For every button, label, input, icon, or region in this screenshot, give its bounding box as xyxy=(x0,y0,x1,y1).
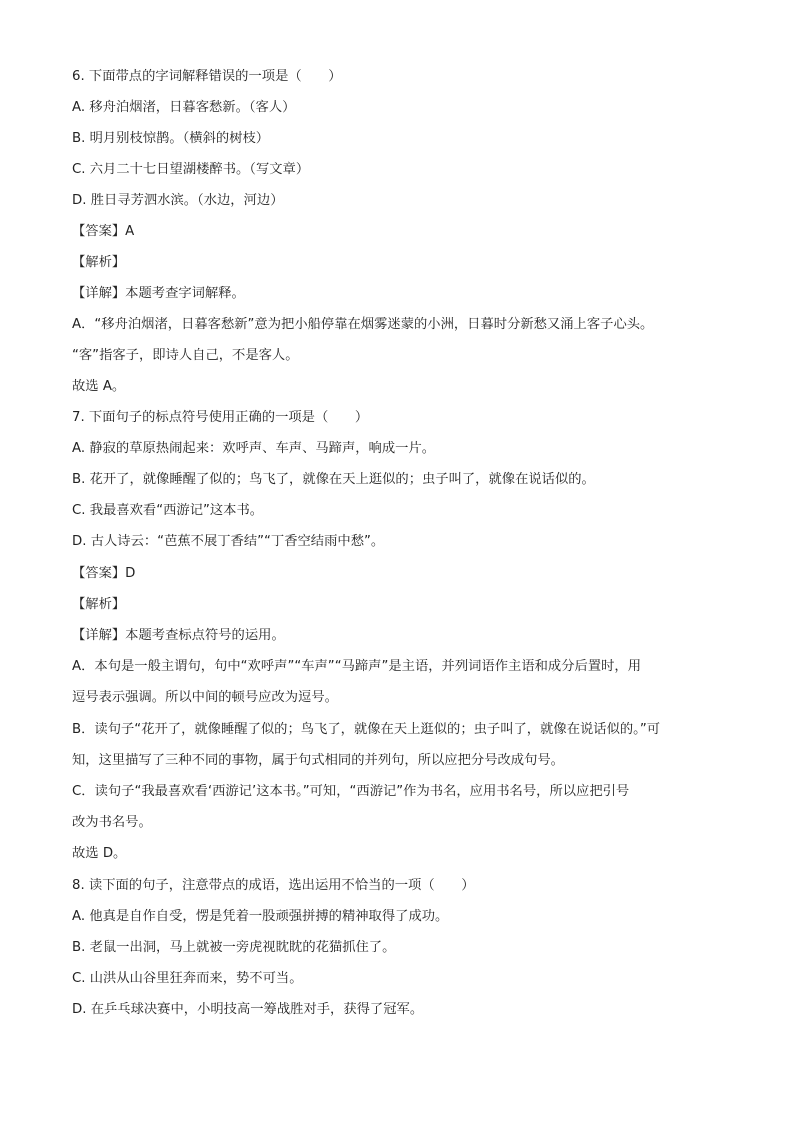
question-7-explanation-a-line-1: A．本句是一般主谓句，句中“欢呼声”“车声”“马蹄声”是主语，并列词语作主语和成分后置时，用 xyxy=(72,659,642,674)
question-7-option-b: B. 花开了，就像睡醒了似的；鸟飞了，就像在天上逛似的；虫子叫了，就像在说话似的。 xyxy=(72,472,595,487)
question-8-option-a: A. 他真是自作自受，愣是凭着一股顽强拼搏的精神取得了成功。 xyxy=(72,909,449,924)
question-7-analysis-label: 【解析】 xyxy=(72,597,126,612)
question-8-stem: 8. 读下面的句子，注意带点的成语，选出运用不恰当的一项（ ） xyxy=(72,878,475,893)
question-6-detail: 【详解】本题考查字词解释。 xyxy=(72,286,245,301)
question-8-option-b: B. 老鼠一出洞，马上就被一旁虎视眈眈的花猫抓住了。 xyxy=(72,940,396,955)
question-6-conclusion: 故选 A。 xyxy=(72,379,126,394)
question-7-stem: 7. 下面句子的标点符号使用正确的一项是（ ） xyxy=(72,410,369,425)
question-6-option-d: D. 胜日寻芳泗水滨。（水边，河边） xyxy=(72,193,284,208)
question-6-option-c: C. 六月二十七日望湖楼醉书。（写文章） xyxy=(72,162,310,177)
question-7-answer: 【答案】D xyxy=(72,566,136,581)
question-7-explanation-b-line-2: 知，这里描写了三种不同的事物，属于句式相同的并列句，所以应把分号改成句号。 xyxy=(72,753,564,768)
question-7-option-a: A. 静寂的草原热闹起来：欢呼声、车声、马蹄声，响成一片。 xyxy=(72,441,436,456)
question-7-explanation-c-line-2: 改为书名号。 xyxy=(72,815,152,830)
question-7-explanation-a-line-2: 逗号表示强调。所以中间的顿号应改为逗号。 xyxy=(72,690,338,705)
question-7-option-d: D. 古人诗云：“芭蕉不展丁香结”“丁香空结雨中愁”。 xyxy=(72,534,385,549)
question-6-explanation-line-1: A．“移舟泊烟渚，日暮客愁新”意为把小船停靠在烟雾迷蒙的小洲，日暮时分新愁又涌上客子心头。 xyxy=(72,317,654,332)
question-7-explanation-c-line-1: C．读句子“我最喜欢看‘西游记’这本书。”可知，“西游记”作为书名，应用书名号，所以应把引号 xyxy=(72,784,630,799)
question-6-option-a: A. 移舟泊烟渚，日暮客愁新。（客人） xyxy=(72,100,296,115)
question-7-explanation-b-line-1: B．读句子“花开了，就像睡醒了似的；鸟飞了，就像在天上逛似的；虫子叫了，就像在说话似的。”可 xyxy=(72,722,661,737)
question-8-option-d: D. 在乒乓球决赛中，小明技高一筹战胜对手，获得了冠军。 xyxy=(72,1002,424,1017)
question-7-detail: 【详解】本题考查标点符号的运用。 xyxy=(72,628,285,643)
question-6-option-b: B. 明月别枝惊鹊。（横斜的树枝） xyxy=(72,131,270,146)
question-6-explanation-line-2: “客”指客子，即诗人自己，不是客人。 xyxy=(72,348,299,363)
question-7-conclusion: 故选 D。 xyxy=(72,846,127,861)
question-7-option-c: C. 我最喜欢看“西游记”这本书。 xyxy=(72,503,264,518)
question-6-analysis-label: 【解析】 xyxy=(72,255,126,270)
question-6-stem: 6. 下面带点的字词解释错误的一项是（ ） xyxy=(72,69,342,84)
question-8-option-c: C. 山洪从山谷里狂奔而来，势不可当。 xyxy=(72,971,303,986)
question-6-answer: 【答案】A xyxy=(72,224,135,239)
